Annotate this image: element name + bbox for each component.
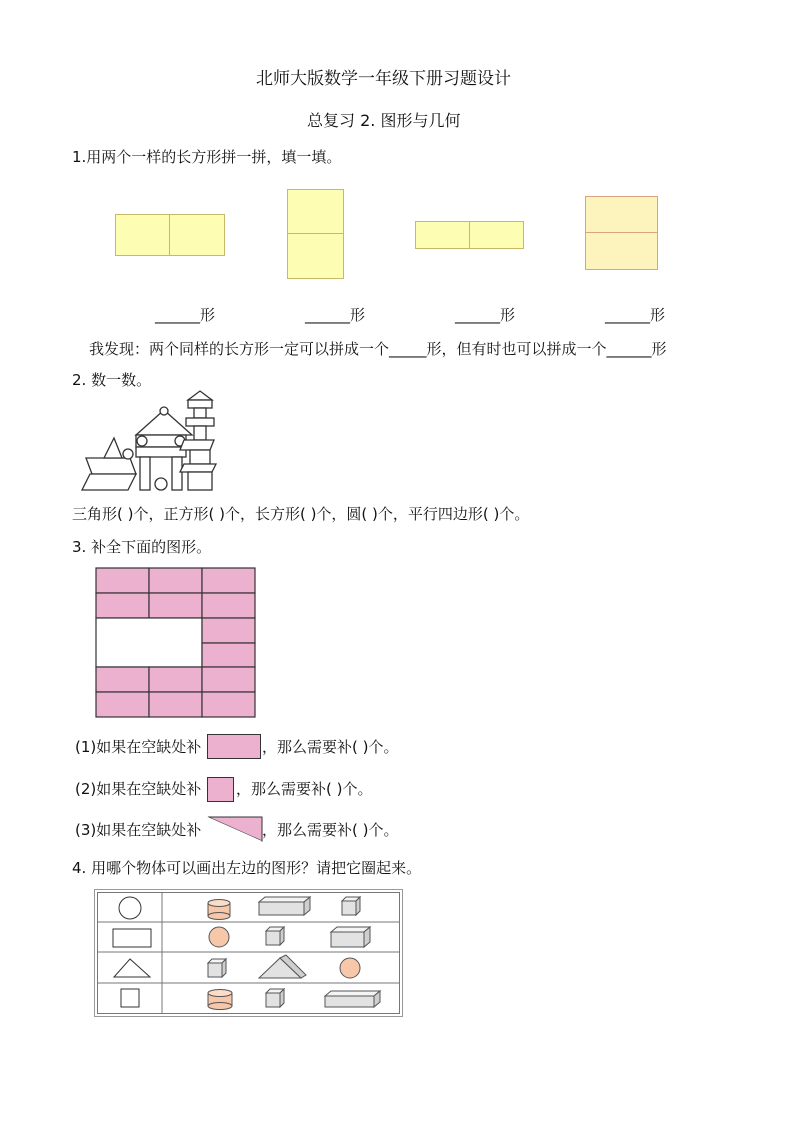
q3-brick (202, 618, 255, 643)
q4-row1-cuboid-long (259, 897, 310, 915)
q1-discovery: 我发现：两个同样的长方形一定可以拼成一个_____形，但有时也可以拼成一个______形 (89, 340, 667, 358)
q2-rect-beam (136, 447, 186, 457)
q1-rect-b2 (287, 233, 344, 279)
q3-brick (202, 692, 255, 717)
q2-circle-top (160, 407, 168, 415)
q3-brick (202, 568, 255, 593)
q3-sub2-square-icon (207, 777, 234, 802)
q3-sub2-post: ，那么需要补( )个。 (236, 780, 373, 798)
q2-rect-col-right (172, 457, 182, 490)
q2-triangle-tower (188, 391, 212, 400)
q4-row2-rectangle-shape (113, 929, 151, 947)
q2-triangle-sail (104, 438, 122, 458)
q3-gap (96, 618, 202, 667)
q1-prompt: 1.用两个一样的长方形拼一拼，填一填。 (72, 148, 342, 166)
q4-row2-sphere (209, 927, 229, 947)
q2-parallelogram-base (180, 464, 216, 472)
q3-sub3-post: ，那么需要补( )个。 (262, 821, 399, 839)
q3-sub1-rect-icon (207, 734, 261, 759)
q3-brick (96, 692, 149, 717)
q2-block-figure (80, 388, 230, 492)
q2-parallelogram-left (86, 458, 136, 474)
q4-prompt: 4. 用哪个物体可以画出左边的图形？请把它圈起来。 (72, 859, 422, 877)
q3-brick-grid (96, 568, 255, 717)
q2-parallelogram-tower (180, 440, 214, 450)
q2-rect-t5 (190, 450, 210, 464)
q3-prompt: 3. 补全下面的图形。 (72, 538, 212, 556)
q3-sub3-triangle-icon (207, 816, 263, 842)
q1-blank-2[interactable]: ______形 (305, 306, 366, 324)
q1-rect-d1 (585, 196, 658, 234)
q1-rect-a2 (169, 214, 225, 256)
q4-row4-cuboid-flat (325, 991, 380, 1007)
q2-circle-small (123, 449, 133, 459)
q4-row1-cylinder (208, 900, 230, 920)
q3-brick (202, 643, 255, 667)
q3-brick (149, 667, 202, 692)
q1-rect-a1 (115, 214, 171, 256)
q1-rect-d2 (585, 232, 658, 270)
q4-row2-cuboid (331, 927, 370, 947)
q2-circle-left (137, 436, 147, 446)
q3-brick (149, 692, 202, 717)
q4-row4-cylinder (208, 990, 232, 1010)
q2-rect-t1 (188, 400, 212, 408)
q2-circle-bottom (155, 478, 167, 490)
q3-brick (202, 593, 255, 618)
q2-rect-t3 (186, 418, 214, 426)
q4-row1-circle-shape (119, 897, 141, 919)
q4-row4-cube (266, 989, 284, 1007)
q3-brick (202, 667, 255, 692)
q4-row3-sphere (340, 958, 360, 978)
q4-row4-square-shape (121, 989, 139, 1007)
q3-brick (96, 667, 149, 692)
q2-prompt: 2. 数一数。 (72, 371, 152, 389)
q4-row1-cube (342, 897, 360, 915)
q4-table (94, 889, 403, 1017)
q1-blank-1[interactable]: ______形 (155, 306, 216, 324)
q1-rect-c1 (415, 221, 471, 249)
q3-brick (96, 568, 149, 593)
q3-sub2-pre: (2)如果在空缺处补 (75, 780, 202, 798)
q3-sub3-pre: (3)如果在空缺处补 (75, 821, 202, 839)
q3-brick (149, 593, 202, 618)
q1-blank-3[interactable]: ______形 (455, 306, 516, 324)
q1-blank-4[interactable]: ______形 (605, 306, 666, 324)
q2-rect-t4 (194, 426, 206, 440)
q4-row3-cube (208, 959, 226, 977)
q1-rect-c2 (469, 221, 524, 249)
q2-rect-t6 (188, 472, 212, 490)
q1-rect-b1 (287, 189, 344, 235)
q2-rect-t2 (194, 408, 206, 418)
q4-row2-cube (266, 927, 284, 945)
q3-brick (149, 568, 202, 593)
page-subtitle: 总复习 2. 图形与几何 (307, 111, 461, 130)
q3-sub1-post: ，那么需要补( )个。 (262, 738, 399, 756)
q3-sub1-pre: (1)如果在空缺处补 (75, 738, 202, 756)
q2-parallelogram-hull (82, 474, 136, 490)
q3-brick (96, 593, 149, 618)
page-title: 北师大版数学一年级下册习题设计 (256, 69, 511, 89)
q2-answer-line: 三角形( )个，正方形( )个，长方形( )个，圆( )个，平行四边形( )个。 (72, 505, 530, 523)
q2-rect-col-left (140, 457, 150, 490)
